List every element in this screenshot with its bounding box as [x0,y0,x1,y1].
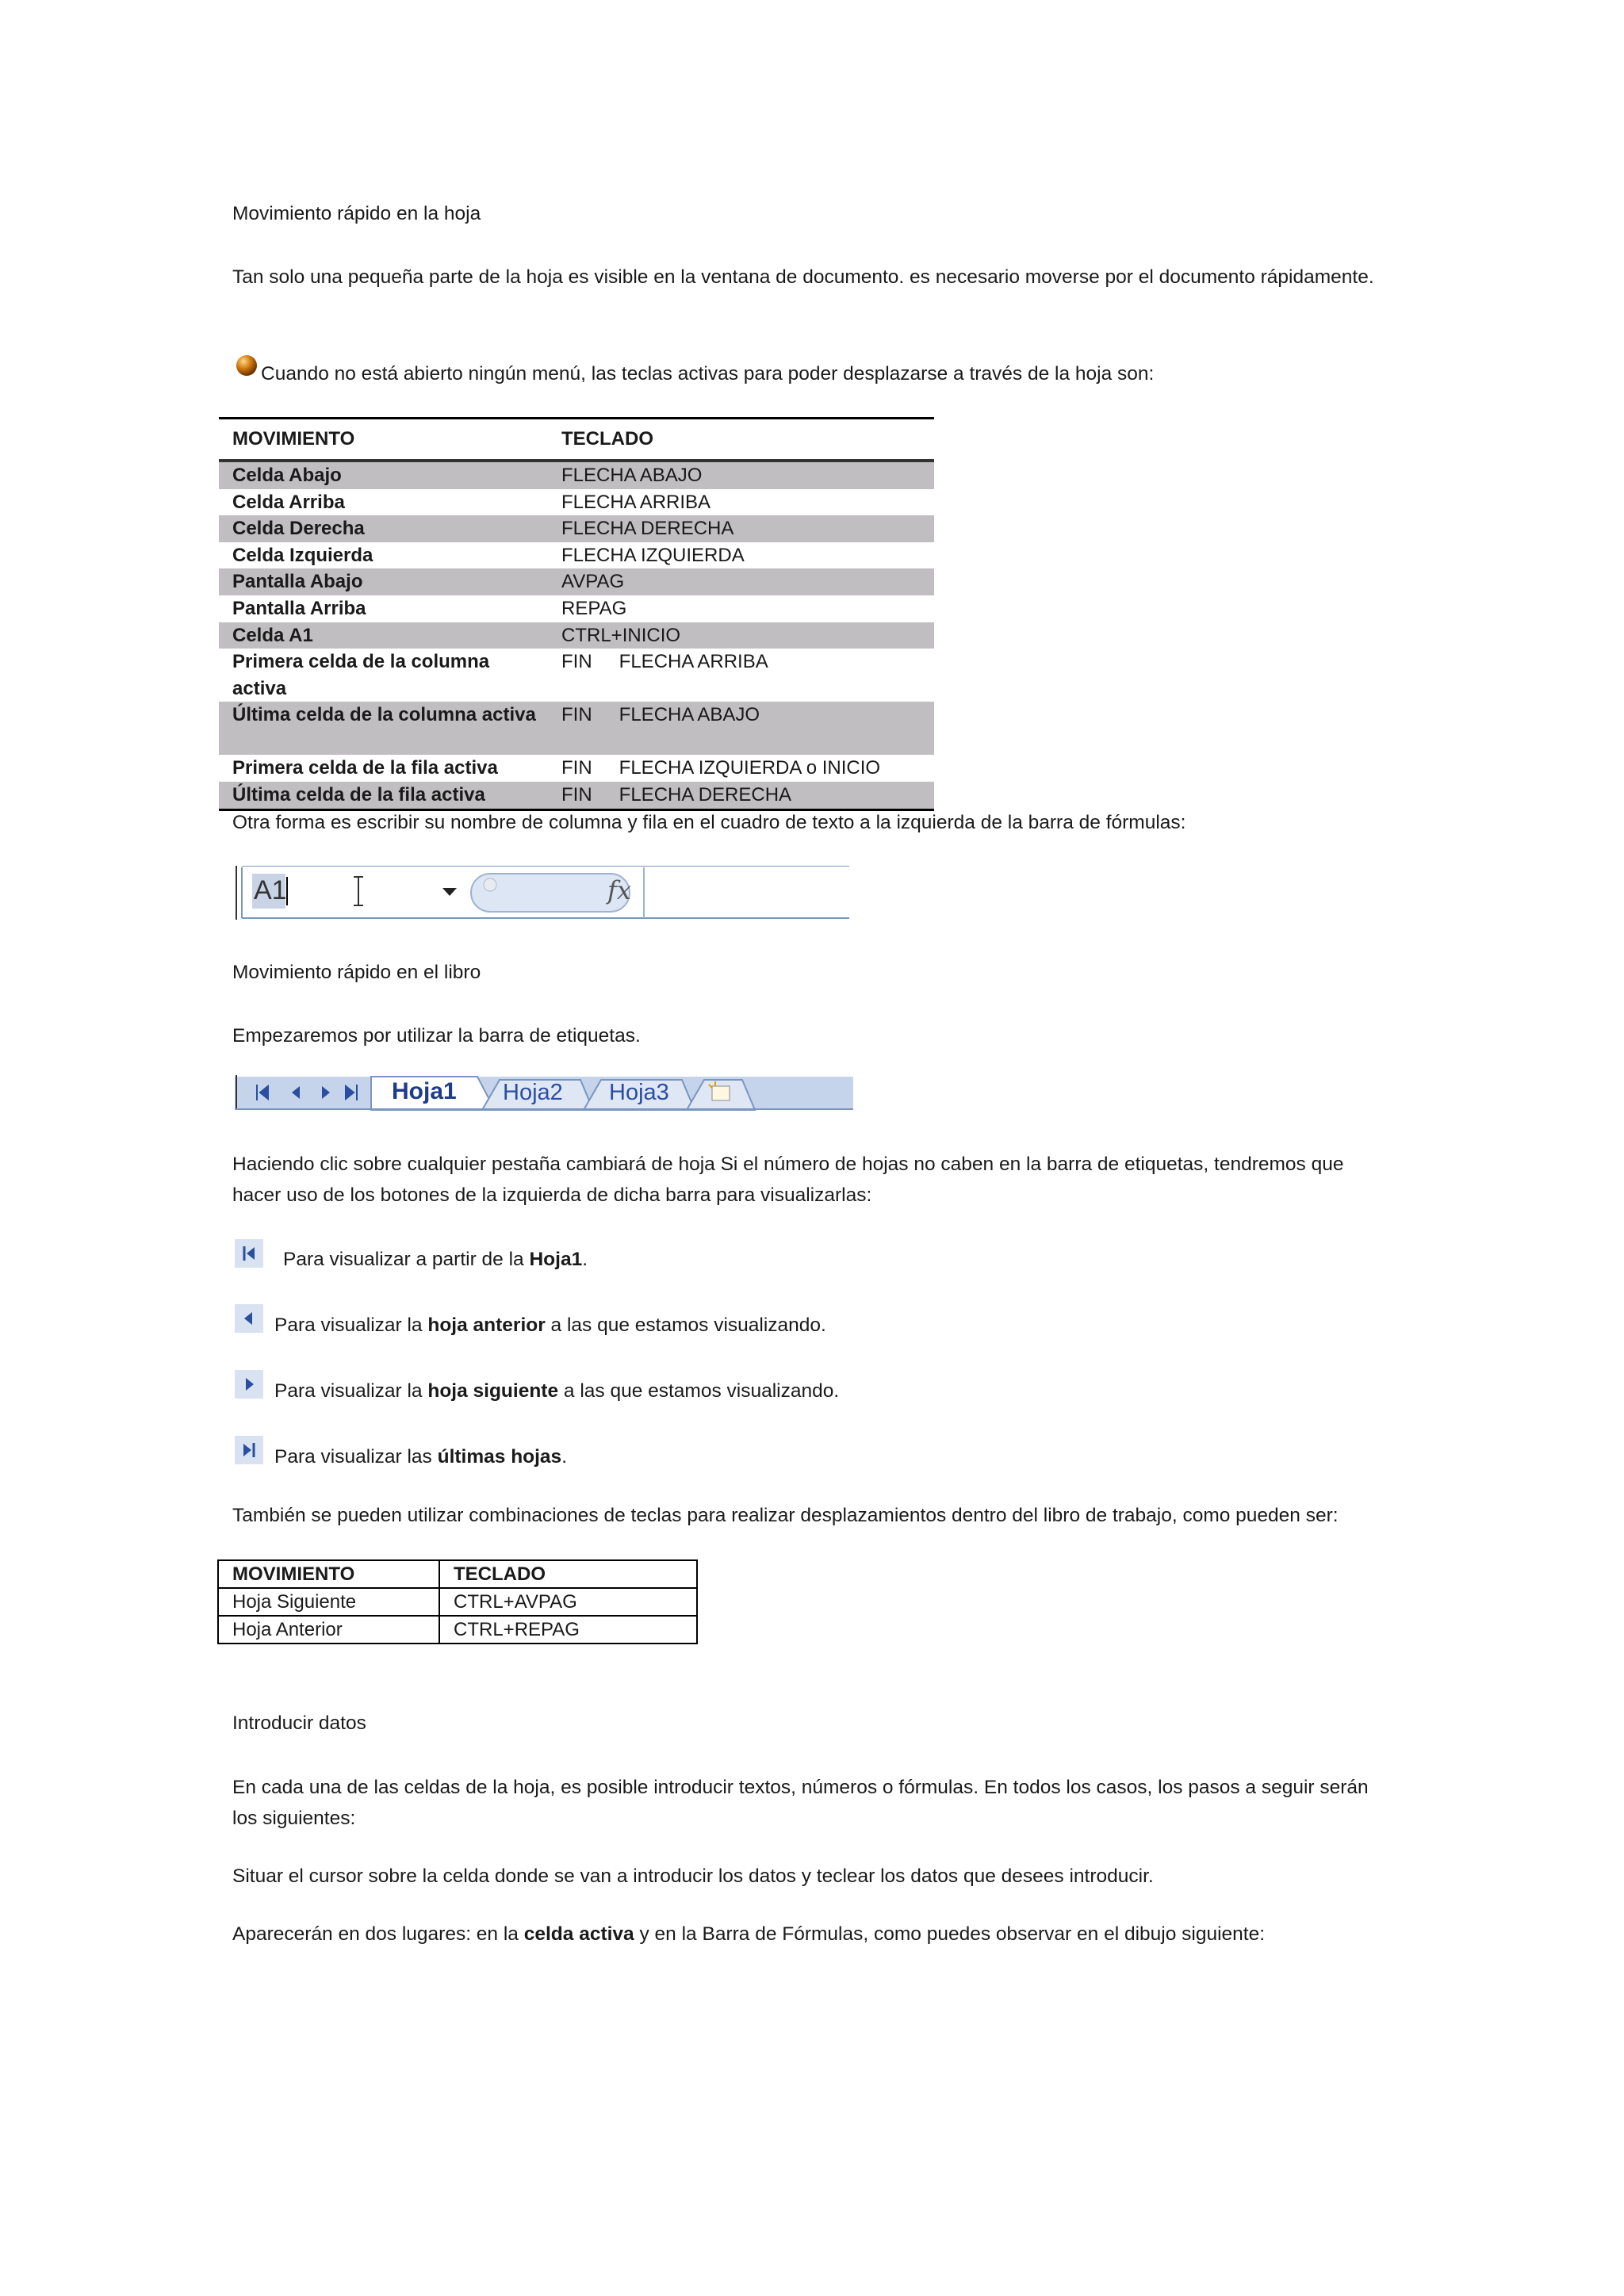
bold-text: últimas hojas [437,1446,562,1468]
cell-movement: Pantalla Abajo [219,568,548,595]
text: a las que estamos visualizando. [558,1380,840,1402]
table-row [218,1588,697,1616]
cell-movement: Celda A1 [219,622,548,649]
key-part: FLECHA DERECHA [619,783,792,806]
bold-text: Hoja1 [529,1249,583,1270]
cell-key [548,649,934,702]
table-row [219,542,934,569]
cell-movement: Primera celda de la columna activa [232,651,490,699]
cell-movement: Primera celda de la fila activa [232,757,498,779]
text: Para visualizar a partir de la [283,1249,530,1270]
key-part: FIN [561,757,592,779]
tab-hoja1[interactable]: Hoja1 [392,1078,457,1104]
cell-movement: Última celda de la columna activa [219,702,548,755]
cell-reference-box[interactable]: A1 [254,875,287,905]
bold-text: celda activa [523,1923,634,1945]
cell-key: FLECHA ABAJO [548,461,934,489]
tab-hoja2[interactable]: Hoja2 [503,1080,563,1105]
intro-paragraph: Tan solo una pequeña parte de la hoja es visible en la ventana de documento. es necesario moverse por el documento rápidamente. [232,266,1374,288]
text: Para visualizar la [274,1314,428,1336]
text: Para visualizar las [274,1446,438,1468]
text: a las que estamos visualizando. [545,1314,826,1336]
cell-key: REPAG [561,597,627,619]
nav-description [274,1310,1432,1341]
cell-movement: Hoja Siguiente [218,1588,439,1616]
table-row [219,755,934,782]
paragraph: Situar el cursor sobre la celda donde se van a introducir los datos y teclear los datos que desees introducir. [232,1866,1154,1887]
table-header: TECLADO [439,1560,697,1588]
table-row [219,489,934,516]
cell-key: CTRL+AVPAG [439,1588,697,1616]
cell-movement: Celda Arriba [232,491,345,513]
table-row [219,649,934,702]
cell-movement: Hoja Anterior [218,1616,439,1644]
previous-sheet-icon [235,1304,263,1333]
combo-paragraph: También se pueden utilizar combinaciones de teclas para realizar desplazamientos dentro del libro de trabajo, como pueden ser: [232,1505,1339,1526]
table-row [219,782,934,809]
key-part: FLECHA ARRIBA [619,651,768,673]
cell-movement: Celda Izquierda [232,544,373,566]
text: y en la Barra de Fórmulas, como puedes observar en el dibujo siguiente: [634,1923,1266,1945]
table-row [219,461,934,489]
key-part: FIN [561,651,592,673]
tab-hoja3[interactable]: Hoja3 [609,1080,669,1105]
key-part: FLECHA ABAJO [619,704,760,726]
cell-movement: Última celda de la fila activa [219,782,548,809]
cell-key: FLECHA ARRIBA [561,491,711,513]
formula-bar-image [235,866,849,920]
cell-movement: Celda Derecha [219,515,548,542]
table-header: MOVIMIENTO [232,428,355,450]
table-row [218,1616,697,1644]
key-part: FLECHA IZQUIERDA o INICIO [619,757,881,779]
first-sheet-icon [235,1239,263,1268]
section-title: Movimiento rápido en el libro [232,962,481,983]
bullet-ball-icon [235,354,259,377]
key-part: FIN [561,704,592,726]
table-header: MOVIMIENTO [218,1560,439,1588]
sheet-tabs-image [235,1075,856,1112]
cell-key [548,702,934,755]
nav-description [274,1376,1432,1406]
table-row [219,515,934,542]
bullet-text: Cuando no está abierto ningún menú, las teclas activas para poder desplazarse a través de la hoja son: [261,363,1155,385]
nav-description [283,1244,1441,1275]
table-row [219,702,934,755]
section-title: Introducir datos [232,1712,366,1734]
cell-movement: Pantalla Arriba [232,597,366,619]
cell-movement: Celda Abajo [219,461,548,489]
bold-text: hoja anterior [427,1314,546,1336]
cell-key [548,755,934,782]
after-table-paragraph: Otra forma es escribir su nombre de columna y fila en el cuadro de texto a la izquierda de la barra de fórmulas: [232,812,1186,833]
paragraph: En cada una de las celdas de la hoja, es posible introducir textos, números o fórmulas. En todos los casos, los pasos a seguir serán los siguientes: [232,1777,1369,1829]
keys-table [219,417,934,811]
next-sheet-icon [235,1370,263,1399]
section-title: Movimiento rápido en la hoja [232,203,481,224]
paragraph [232,1919,1390,1950]
paragraph: Empezaremos por utilizar la barra de etiquetas. [232,1025,641,1047]
cell-key [548,782,934,809]
last-sheet-icon [235,1436,263,1464]
table-header: TECLADO [561,428,653,450]
text: Aparecerán en dos lugares: en la [232,1923,524,1945]
cell-key: CTRL+REPAG [439,1616,697,1644]
table-row [219,622,934,649]
table-row [219,595,934,622]
cell-key: FLECHA IZQUIERDA [561,544,745,566]
tabs-paragraph: Haciendo clic sobre cualquier pestaña cambiará de hoja Si el número de hojas no caben en la barra de etiquetas, tendremos que hacer uso de los botones de la izquierda de dicha barra para visualizarlas: [232,1154,1344,1206]
fx-icon[interactable]: fx [607,875,631,905]
bold-text: hoja siguiente [427,1380,559,1402]
cell-key: CTRL+INICIO [548,622,934,649]
text: . [582,1249,588,1270]
cell-key: FLECHA DERECHA [548,515,934,542]
key-part: FIN [561,783,592,806]
nav-description [274,1441,1432,1472]
text: . [561,1446,567,1468]
text: Para visualizar la [274,1380,428,1402]
table-row [219,568,934,595]
combo-keys-table [217,1559,698,1644]
cell-key: AVPAG [548,568,934,595]
